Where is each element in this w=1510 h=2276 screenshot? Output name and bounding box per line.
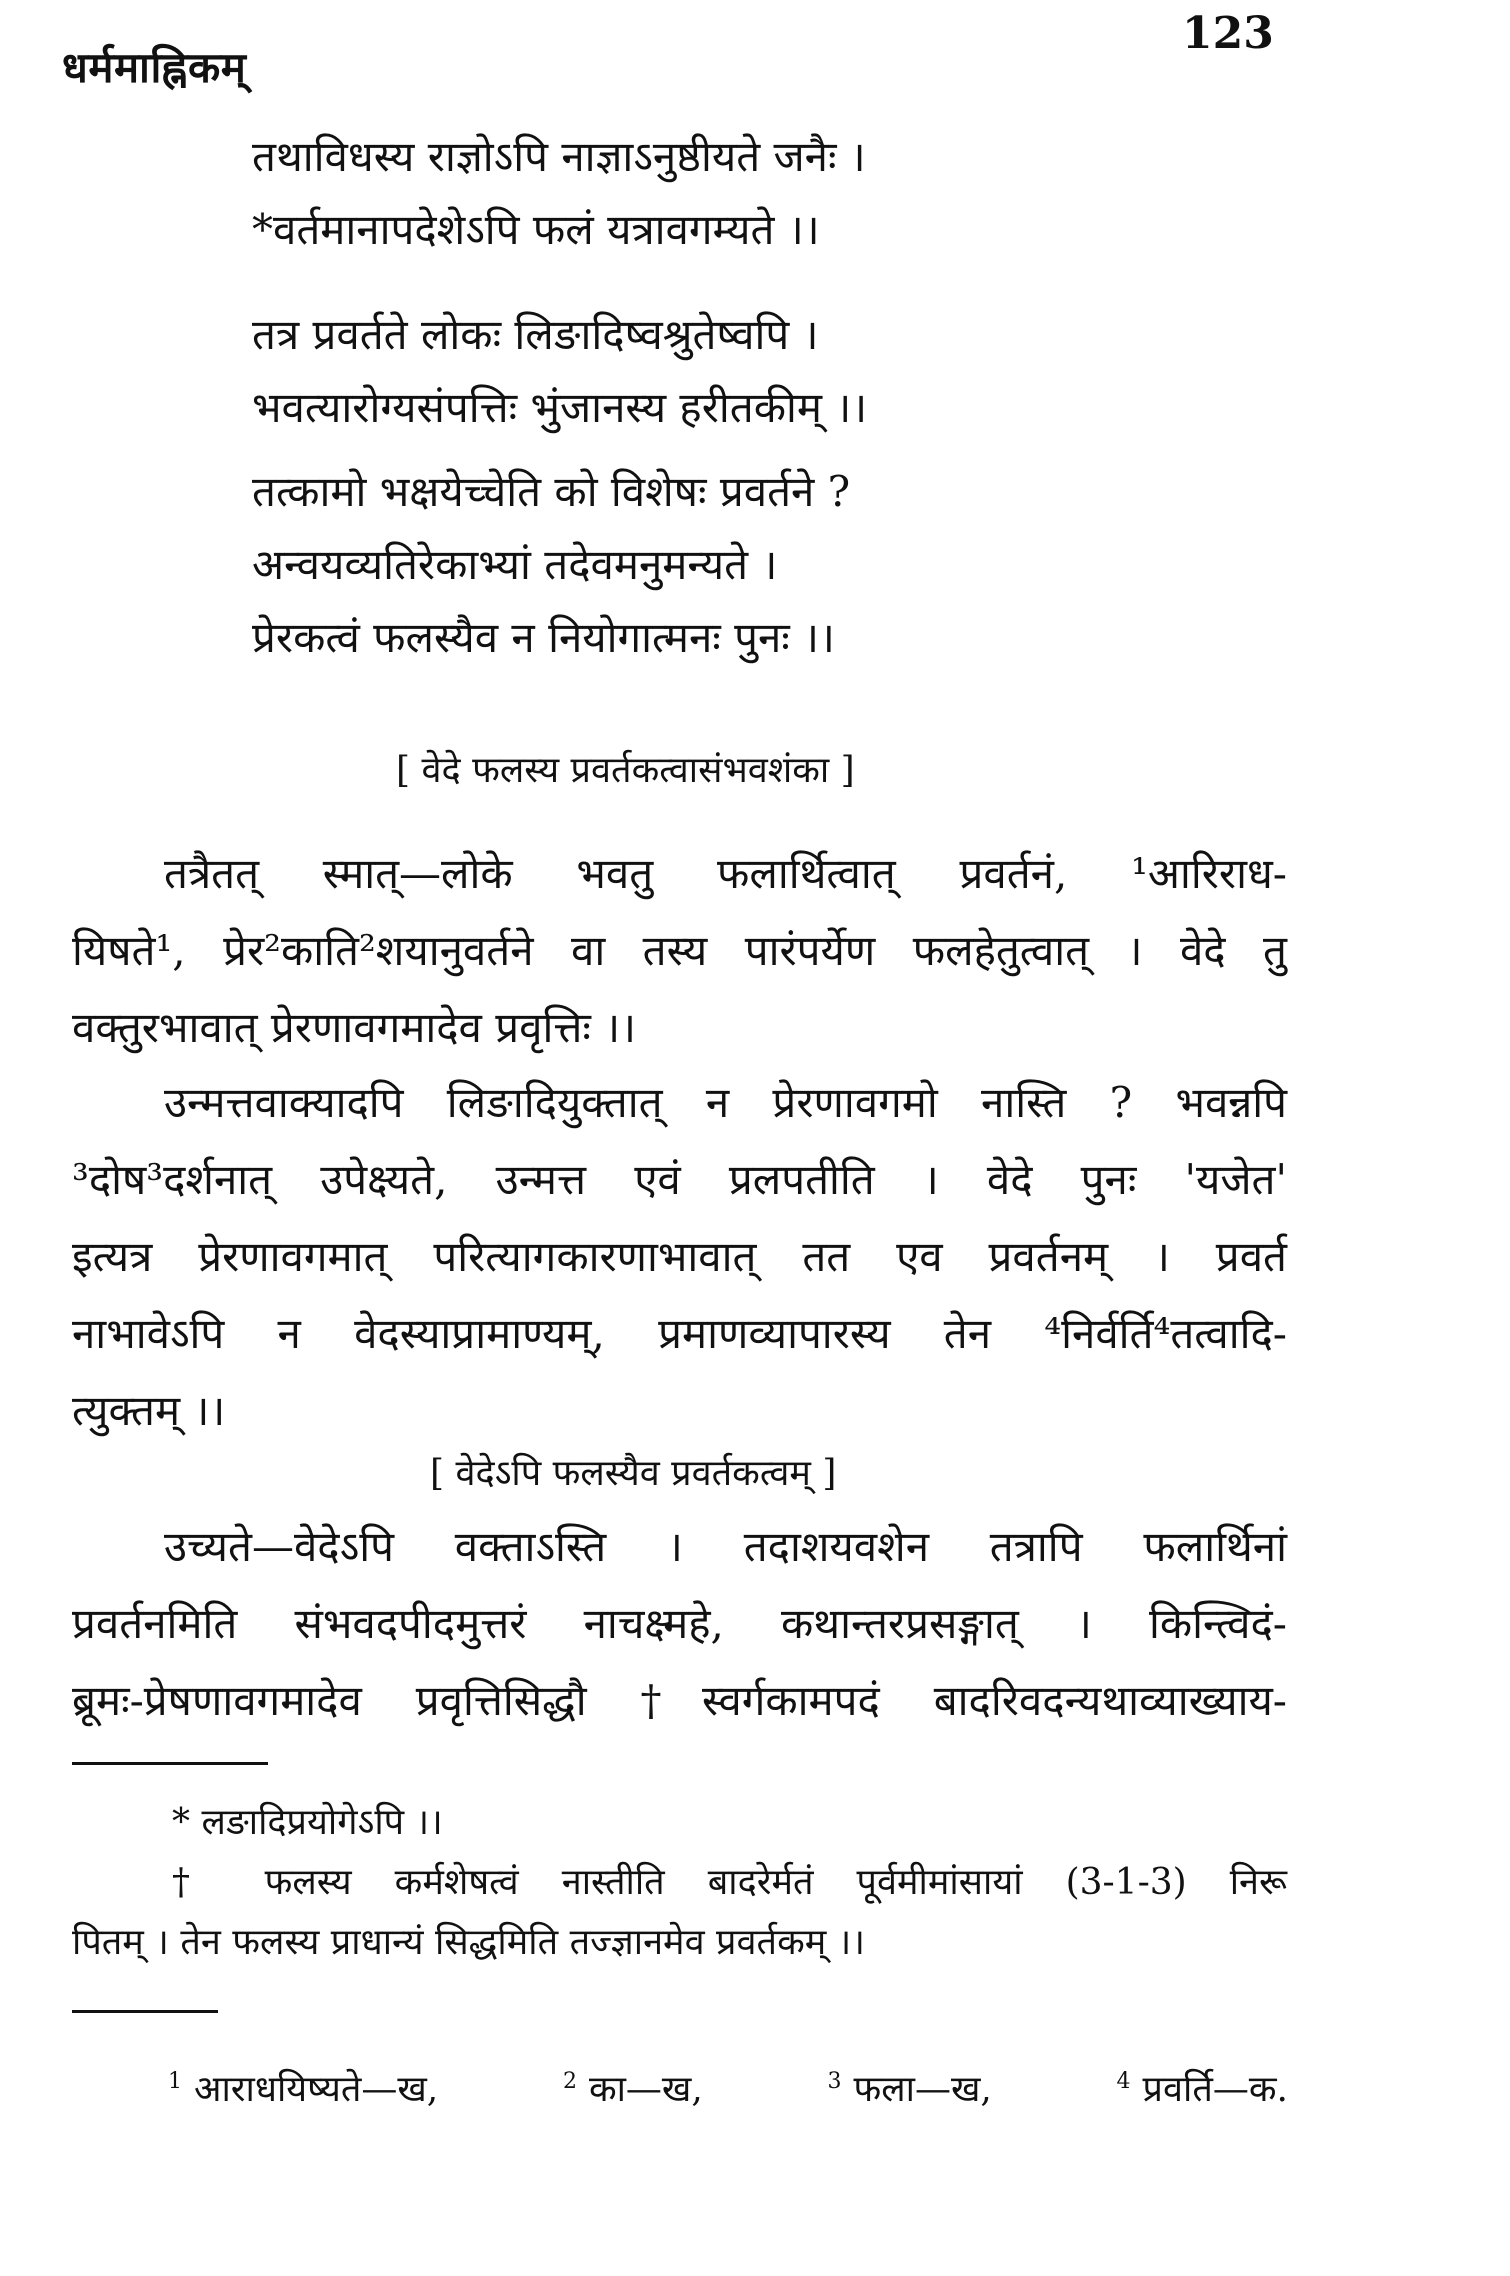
variant-reading xyxy=(827,2063,991,2112)
section-heading: [ वेदे फलस्य प्रवर्तकत्वासंभवशंका ] xyxy=(396,750,855,791)
footnote: * लङादिप्रयोगेऽपि ।। xyxy=(172,1802,443,1843)
prose-line: उन्मत्तवाक्यादपि लिङादियुक्तात् न प्रेरणावगमो नास्ति ? भवन्नपि xyxy=(164,1078,1287,1127)
variants-divider xyxy=(72,2010,218,2013)
variant-reading xyxy=(563,2063,703,2112)
footnote-divider xyxy=(72,1762,268,1765)
prose-line: नाभावेऽपि न वेदस्याप्रामाण्यम्, प्रमाणव्यापारस्य तेन ⁴निर्वर्ति⁴तत्वादि- xyxy=(72,1309,1287,1358)
prose-line: यिषते¹, प्रेर²काति²शयानुवर्तने वा तस्य पारंपर्येण फलहेतुत्वात् । वेदे तु xyxy=(72,926,1287,975)
variant-text: प्रवर्ति—क. xyxy=(1142,2069,1288,2110)
footnote: † फलस्य कर्मशेषत्वं नास्तीति बादरेर्मतं पूर्वमीमांसायां (3-1-3) निरू xyxy=(172,1862,1287,1903)
paragraph xyxy=(72,835,1287,1066)
page-number: 123 xyxy=(1182,8,1274,59)
page-edge xyxy=(1488,0,1510,2276)
prose-line: त्युक्तम् ।। xyxy=(72,1386,226,1435)
verse-line: भवत्यारोग्यसंपत्तिः भुंजानस्य हरीतकीम् ।। xyxy=(252,383,868,432)
variant-number: 1 xyxy=(168,2069,182,2094)
prose-line: ब्रूमः-प्रेषणावगमादेव प्रवृत्तिसिद्धौ †स्वर्गकामपदं बादरिवदन्यथाव्याख्याय- xyxy=(72,1676,1287,1725)
prose-line: उच्यते—वेदेऽपि वक्ताऽस्ति । तदाशयवशेन तत्रापि फलार्थिनां xyxy=(164,1522,1287,1571)
variant-number: 2 xyxy=(562,2069,577,2094)
prose-line: इत्यत्र प्रेरणावगमात् परित्यागकारणाभावात् तत एव प्रवर्तनम् । प्रवर्त xyxy=(72,1232,1287,1281)
paragraph xyxy=(72,1064,1287,1449)
variant-readings xyxy=(168,2063,1288,2112)
verse-line: प्रेरकत्वं फलस्यैव न नियोगात्मनः पुनः ।। xyxy=(252,613,835,662)
prose-line: प्रवर्तनमिति संभवदपीदमुत्तरं नाचक्ष्महे, कथान्तरप्रसङ्गात् । किन्त्विदं- xyxy=(72,1599,1287,1648)
verse-group-1 xyxy=(252,120,1372,266)
verse-line: तत्र प्रवर्तते लोकः लिङादिष्वश्रुतेष्वपि । xyxy=(252,310,819,359)
variant-number: 3 xyxy=(827,2069,842,2094)
verse-group-3 xyxy=(252,455,1372,674)
verse-line: *वर्तमानापदेशेऽपि फलं यत्रावगम्यते ।। xyxy=(252,205,820,254)
variant-reading xyxy=(1117,2063,1288,2112)
variant-text: का—ख, xyxy=(588,2069,703,2110)
verse-line: तथाविधस्य राज्ञोऽपि नाज्ञाऽनुष्ठीयते जनैः । xyxy=(252,132,866,181)
prose-line: तत्रैतत् स्मात्—लोके भवतु फलार्थित्वात् प्रवर्तनं, ¹आरिराध- xyxy=(164,849,1287,898)
footnotes xyxy=(72,1793,1287,1973)
variant-reading xyxy=(168,2063,438,2112)
prose-line: वक्तुरभावात् प्रेरणावगमादेव प्रवृत्तिः ।। xyxy=(72,1003,637,1052)
variant-number: 4 xyxy=(1116,2069,1131,2094)
verse-group-2 xyxy=(252,298,1372,444)
variant-text: आराधयिष्यते—ख, xyxy=(194,2069,439,2110)
verse-line: तत्कामो भक्षयेच्चेति को विशेषः प्रवर्तने ? xyxy=(252,467,851,516)
footnote: पितम् । तेन फलस्य प्राधान्यं सिद्धमिति तज्ज्ञानमेव प्रवर्तकम् ।। xyxy=(72,1922,865,1963)
section-heading: [ वेदेऽपि फलस्यैव प्रवर्तकत्वम् ] xyxy=(430,1453,837,1494)
verse-line: अन्वयव्यतिरेकाभ्यां तदेवमनुमन्यते । xyxy=(252,540,778,589)
variant-text: फला—ख, xyxy=(853,2069,992,2110)
paragraph xyxy=(72,1508,1287,1739)
prose-line: ³दोष³दर्शनात् उपेक्ष्यते, उन्मत्त एवं प्रलपतीति । वेदे पुनः 'यजेत' xyxy=(72,1155,1287,1204)
running-head: धर्ममाह्निकम् xyxy=(62,43,247,92)
